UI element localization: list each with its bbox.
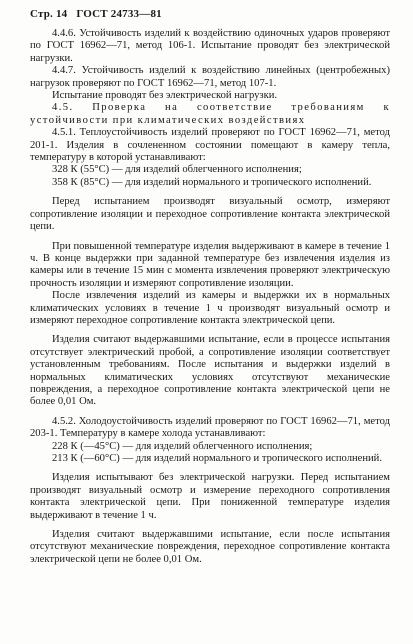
paragraph-pass-criteria-heat: Изделия считают выдержавшими испытание, если в процессе испытания отсутствует электрический пробой, а сопротивление изоляции соответствует установленным требованиям. После испытания и выдержки изделий в нормальных климатических условиях отсутствуют механические повреждения, а переходное сопротивление контакта электрической цепи не более 0,01 Ом. bbox=[30, 334, 390, 408]
paragraph-cold-no-load: Изделия испытывают без электрической нагрузки. Перед испытанием производят визуальный осмотр и измерение переходного сопротивления контакта электрической цепи. При пониженной температуре изделия выдерживают в течение 1 ч. bbox=[30, 472, 390, 521]
standard-designation: ГОСТ 24733—81 bbox=[76, 8, 162, 20]
paragraph-no-load: Испытание проводят без электрической нагрузки. bbox=[52, 90, 278, 102]
temperature-line-328k: 328 К (55°С) — для изделий облегченного исполнения; bbox=[52, 164, 302, 176]
paragraph-4-5-2: 4.5.2. Холодоустойчивость изделий проверяют по ГОСТ 16962—71, метод 203-1. Температуру в камере холода устанавливают: bbox=[30, 415, 390, 440]
temperature-line-358k: 358 К (85°С) — для изделий нормального и тропического исполнений. bbox=[52, 176, 372, 188]
paragraph-4-4-7: 4.4.7. Устойчивость изделий к воздействию линейных (центробежных) нагрузок проверяют по ГОСТ 16962—71, метод 107-1. bbox=[30, 65, 390, 89]
section-heading-4-5: 4.5. Проверка на соответствие требованиям к устойчивости при климатических воздействиях bbox=[30, 102, 390, 126]
paragraph-4-5-1: 4.5.1. Теплоустойчивость изделий проверяют по ГОСТ 16962—71, метод 201-1. Изделия в сочлененном состоянии помещают в камеру тепла, температуру в которой устанавливают: bbox=[30, 127, 390, 164]
page-number: Стр. 14 bbox=[30, 8, 68, 20]
paragraph-after-extraction: После извлечения изделий из камеры и выдержки их в нормальных климатических условиях в течение 1 ч производят визуальный осмотр и измеряют переходное сопротивление контакта электрической цепи. bbox=[30, 290, 390, 326]
paragraph-pass-criteria-cold: Изделия считают выдержавшими испытание, если после испытания отсутствуют механические повреждения, переходное сопротивление контакта электрической цепи не более 0,01 Ом. bbox=[30, 529, 390, 565]
paragraph-elevated-temperature: При повышенной температуре изделия выдерживают в камере в течение 1 ч. В конце выдержки при заданной температуре без извлечения изделия из камеры или в течение 15 мин с момента извлечения проверяют электрическую прочность изоляции и измеряют сопротивление изоляции. bbox=[30, 240, 390, 289]
temperature-line-228k: 228 К (—45°С) — для изделий облегченного исполнения; bbox=[52, 440, 313, 452]
page-header bbox=[30, 8, 162, 20]
paragraph-4-4-6: 4.4.6. Устойчивость изделий к воздействию одиночных ударов проверяют по ГОСТ 16962—71, метод 106-1. Испытание проводят без электрической нагрузки. bbox=[30, 28, 390, 64]
temperature-line-213k: 213 К (—60°С) — для изделий нормального и тропического исполнений. bbox=[52, 453, 383, 464]
paragraph-visual-inspection: Перед испытанием производят визуальный осмотр, измеряют сопротивление изоляции и переходное сопротивление контакта электрической цепи. bbox=[30, 196, 390, 233]
document-body bbox=[30, 28, 390, 566]
